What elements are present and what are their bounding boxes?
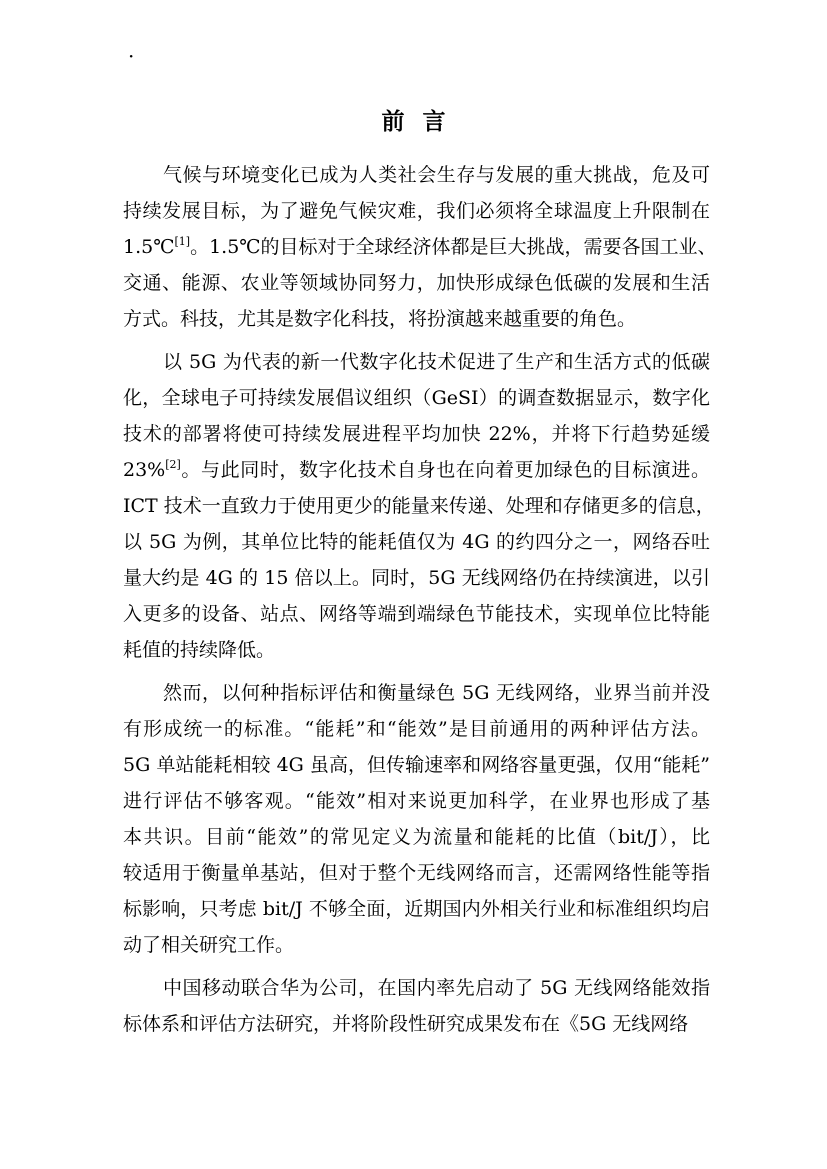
citation-ref: [1] bbox=[174, 235, 191, 248]
text-line: 入更多的设备、站点、网络等端到端绿色节能技术，实现单位比特能 bbox=[123, 603, 710, 625]
document-body bbox=[123, 157, 717, 1042]
citation-ref: [2] bbox=[165, 458, 181, 471]
text-line: 化，全球电子可持续发展倡议组织（GeSI）的调查数据显示，数字化 bbox=[123, 387, 710, 409]
text-line: 较适用于衡量单基站，但对于整个无线网络而言，还需网络性能等指 bbox=[123, 862, 710, 884]
text-segment: 。与此同时，数字化技术自身也在向着更加绿色的目标演进。 bbox=[180, 459, 710, 481]
text-line: 量大约是 4G 的 15 倍以上。同时，5G 无线网络仍在持续演进，以引 bbox=[123, 567, 710, 589]
text-line: 交通、能源、农业等领域协同努力，加快形成绿色低碳的发展和生活 bbox=[123, 272, 710, 294]
text-line: 方式。科技，尤其是数字化科技，将扮演越来越重要的角色。 bbox=[123, 308, 637, 330]
text-segment: 1.5℃ bbox=[123, 236, 175, 258]
text-line: 持续发展目标，为了避免气候灾难，我们必须将全球温度上升限制在 bbox=[123, 200, 710, 222]
text-line: 标影响，只考虑 bit/J 不够全面，近期国内外相关行业和标准组织均启 bbox=[123, 898, 710, 920]
text-line: 5G 单站能耗相较 4G 虽高，但传输速率和网络容量更强，仅用“能耗” bbox=[123, 754, 710, 776]
paragraph bbox=[123, 157, 717, 337]
text-line: 中国移动联合华为公司，在国内率先启动了 5G 无线网络能效指 bbox=[163, 977, 710, 999]
text-line: 气候与环境变化已成为人类社会生存与发展的重大挑战，危及可 bbox=[163, 164, 710, 186]
text-line bbox=[123, 452, 710, 488]
paragraph bbox=[123, 970, 710, 1042]
text-line: 有形成统一的标准。“能耗”和“能效”是目前通用的两种评估方法。 bbox=[123, 718, 710, 740]
text-line: 以 5G 为例，其单位比特的能耗值仅为 4G 的约四分之一，网络吞吐 bbox=[123, 531, 710, 553]
text-line: 以 5G 为代表的新一代数字化技术促进了生产和生活方式的低碳 bbox=[163, 351, 710, 373]
text-line: 耗值的持续降低。 bbox=[123, 639, 276, 661]
paragraph bbox=[123, 675, 710, 963]
text-segment: 。1.5℃的目标对于全球经济体都是巨大挑战，需要各国工业、 bbox=[190, 236, 717, 258]
text-line: 动了相关研究工作。 bbox=[123, 934, 295, 956]
header-dot: · bbox=[128, 44, 135, 68]
text-line: 本共识。目前“能效”的常见定义为流量和能耗的比值（bit/J），比 bbox=[123, 826, 710, 848]
text-line bbox=[123, 229, 717, 265]
page-title bbox=[0, 103, 827, 136]
paragraph bbox=[123, 344, 715, 668]
title-char-1: 前 bbox=[381, 109, 405, 135]
text-line: ICT 技术一直致力于使用更少的能量来传递、处理和存储更多的信息， bbox=[123, 495, 715, 517]
title-char-2: 言 bbox=[422, 109, 446, 135]
text-line: 然而，以何种指标评估和衡量绿色 5G 无线网络，业界当前并没 bbox=[163, 682, 710, 704]
text-line: 进行评估不够客观。“能效”相对来说更加科学，在业界也形成了基 bbox=[123, 790, 710, 812]
text-segment: 23% bbox=[123, 459, 166, 481]
text-line: 标体系和评估方法研究，并将阶段性研究成果发布在《5G 无线网络 bbox=[123, 1013, 689, 1035]
text-line: 技术的部署将使可持续发展进程平均加快 22%，并将下行趋势延缓 bbox=[123, 423, 710, 445]
